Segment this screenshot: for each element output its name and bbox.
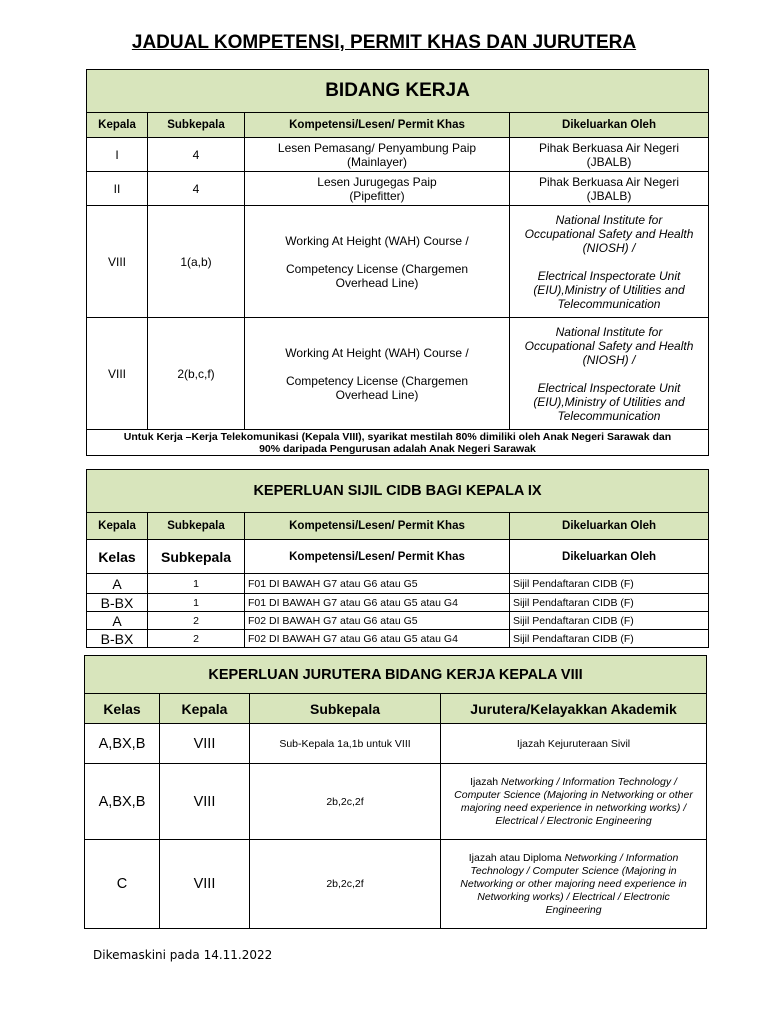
kompetensi-cell: F02 DI BAWAH G7 atau G6 atau G5 (245, 612, 510, 630)
dikeluarkan-line: Electrical Inspectorate Unit (537, 268, 681, 283)
kompetensi-cell: F01 DI BAWAH G7 atau G6 atau G5 (245, 574, 510, 594)
dikeluarkan-cell: Sijil Pendaftaran CIDB (F) (510, 630, 709, 648)
subkepala-cell: 4 (148, 172, 245, 206)
col-header-kelas: Kelas (87, 540, 148, 574)
kepala-cell: VIII (160, 764, 250, 840)
col-header-akademik: Jurutera/Kelayakkan Akademik (441, 694, 707, 724)
kelas-cell: B-BX (87, 630, 148, 648)
page-title: JADUAL KOMPETENSI, PERMIT KHAS DAN JURUTERA (131, 32, 637, 53)
akademik-text: Networking / Information Technology / Computer Science (Majoring in Networking or other majoring need experience in networking works) / Electrical / Electronic Engineering (454, 775, 693, 827)
kelas-cell: B-BX (87, 594, 148, 612)
akademik-text: Networking / Information Technology / Computer Science (Majoring in Networking or other majoring need experience in Networking works) / Electrical / Electronic Engineering (460, 851, 687, 916)
dikeluarkan-cell (510, 318, 709, 430)
col-header-subkepala: Subkepala (148, 513, 245, 540)
subkepala-cell: 1 (148, 574, 245, 594)
dikeluarkan-line: Electrical Inspectorate Unit (537, 380, 681, 395)
akademik-prefix: Ijazah (470, 775, 502, 788)
note-line: 90% daripada Pengurusan adalah Anak Negeri Sarawak (259, 442, 536, 455)
kelas-cell: C (85, 840, 160, 929)
col-header-dikeluarkan: Dikeluarkan Oleh (510, 540, 709, 574)
table-row (87, 318, 709, 430)
dikeluarkan-line: National Institute for (555, 212, 663, 227)
table-row (87, 206, 709, 318)
kepala-cell: VIII (160, 724, 250, 764)
kompetensi-line: Working At Height (WAH) Course / (285, 233, 469, 248)
kompetensi-line: Working At Height (WAH) Course / (285, 345, 469, 360)
jurutera-table (84, 655, 707, 929)
dikeluarkan-line: Telecommunication (557, 296, 661, 311)
col-header-kelas: Kelas (85, 694, 160, 724)
kelas-cell: A,BX,B (85, 764, 160, 840)
col-header-subkepala: Subkepala (148, 113, 245, 138)
subkepala-cell: 2 (148, 630, 245, 648)
table-row (87, 172, 709, 206)
updated-date: Dikemaskini pada 14.11.2022 (93, 948, 273, 962)
dikeluarkan-line: Pihak Berkuasa Air Negeri (538, 174, 680, 189)
dikeluarkan-cell: Sijil Pendaftaran CIDB (F) (510, 574, 709, 594)
kompetensi-line: Lesen Jurugegas Paip (317, 174, 437, 189)
dikeluarkan-line: (EIU),Ministry of Utilities and (533, 282, 685, 297)
table-row (87, 594, 709, 612)
dikeluarkan-line: Occupational Safety and Health (524, 338, 694, 353)
col-header-subkepala: Subkepala (148, 540, 245, 574)
table-row (85, 724, 707, 764)
kelas-cell: A (87, 574, 148, 594)
kompetensi-cell: F01 DI BAWAH G7 atau G6 atau G5 atau G4 (245, 594, 510, 612)
dikeluarkan-line: (NIOSH) / (582, 240, 636, 255)
col-header-dikeluarkan: Dikeluarkan Oleh (510, 513, 709, 540)
dikeluarkan-line: (JBALB) (586, 154, 632, 169)
dikeluarkan-cell: Sijil Pendaftaran CIDB (F) (510, 594, 709, 612)
jurutera-heading: KEPERLUAN JURUTERA BIDANG KERJA KEPALA VIII (85, 656, 707, 694)
table-row (87, 138, 709, 172)
subkepala-cell: 1(a,b) (148, 206, 245, 318)
table-row (85, 764, 707, 840)
col-header-kompetensi: Kompetensi/Lesen/ Permit Khas (245, 513, 510, 540)
bidang-kerja-table (86, 69, 709, 456)
table-row (85, 840, 707, 929)
akademik-cell (441, 840, 707, 929)
subkepala-cell: 4 (148, 138, 245, 172)
kompetensi-line: Competency License (Chargemen (285, 373, 469, 388)
kompetensi-cell (245, 318, 510, 430)
dikeluarkan-line: Occupational Safety and Health (524, 226, 694, 241)
subkepala-cell: 2(b,c,f) (148, 318, 245, 430)
dikeluarkan-cell (510, 172, 709, 206)
kelas-cell: A,BX,B (85, 724, 160, 764)
subkepala-cell: 2 (148, 612, 245, 630)
col-header-kepala: Kepala (87, 113, 148, 138)
cidb-heading: KEPERLUAN SIJIL CIDB BAGI KEPALA IX (87, 470, 709, 513)
note-line: Untuk Kerja –Kerja Telekomunikasi (Kepala VIII), syarikat mestilah 80% dimiliki oleh Anak Negeri Sarawak dan (123, 430, 672, 443)
kompetensi-cell (245, 206, 510, 318)
kelas-cell: A (87, 612, 148, 630)
dikeluarkan-line: (EIU),Ministry of Utilities and (533, 394, 685, 409)
kompetensi-line: Lesen Pemasang/ Penyambung Paip (277, 140, 477, 155)
kepala-cell: VIII (87, 206, 148, 318)
col-header-subkepala: Subkepala (250, 694, 441, 724)
table-row (87, 630, 709, 648)
kepala-cell: I (87, 138, 148, 172)
ownership-note (87, 430, 709, 456)
col-header-kepala: Kepala (87, 513, 148, 540)
dikeluarkan-line: (JBALB) (586, 188, 632, 203)
subkepala-cell: Sub-Kepala 1a,1b untuk VIII (250, 724, 441, 764)
dikeluarkan-cell (510, 206, 709, 318)
dikeluarkan-line: Telecommunication (557, 408, 661, 423)
akademik-cell (441, 764, 707, 840)
akademik-cell: Ijazah Kejuruteraan Sivil (441, 724, 707, 764)
col-header-kepala: Kepala (160, 694, 250, 724)
kompetensi-line: Overhead Line) (335, 275, 419, 290)
kompetensi-cell: F02 DI BAWAH G7 atau G6 atau G5 atau G4 (245, 630, 510, 648)
kepala-cell: VIII (160, 840, 250, 929)
bidang-kerja-heading: BIDANG KERJA (87, 70, 709, 113)
col-header-kompetensi: Kompetensi/Lesen/ Permit Khas (245, 540, 510, 574)
kompetensi-line: (Pipefitter) (349, 188, 405, 203)
kompetensi-cell (245, 138, 510, 172)
kompetensi-cell (245, 172, 510, 206)
akademik-prefix: Ijazah atau Diploma (468, 851, 565, 864)
kompetensi-line: Overhead Line) (335, 387, 419, 402)
dikeluarkan-cell: Sijil Pendaftaran CIDB (F) (510, 612, 709, 630)
dikeluarkan-line: (NIOSH) / (582, 352, 636, 367)
dikeluarkan-cell (510, 138, 709, 172)
subkepala-cell: 2b,2c,2f (250, 764, 441, 840)
kompetensi-line: (Mainlayer) (346, 154, 407, 169)
col-header-kompetensi: Kompetensi/Lesen/ Permit Khas (245, 113, 510, 138)
kepala-cell: VIII (87, 318, 148, 430)
subkepala-cell: 1 (148, 594, 245, 612)
cidb-table (86, 469, 709, 648)
dikeluarkan-line: Pihak Berkuasa Air Negeri (538, 140, 680, 155)
kepala-cell: II (87, 172, 148, 206)
col-header-dikeluarkan: Dikeluarkan Oleh (510, 113, 709, 138)
dikeluarkan-line: National Institute for (555, 324, 663, 339)
table-row (87, 612, 709, 630)
subkepala-cell: 2b,2c,2f (250, 840, 441, 929)
kompetensi-line: Competency License (Chargemen (285, 261, 469, 276)
table-row (87, 574, 709, 594)
